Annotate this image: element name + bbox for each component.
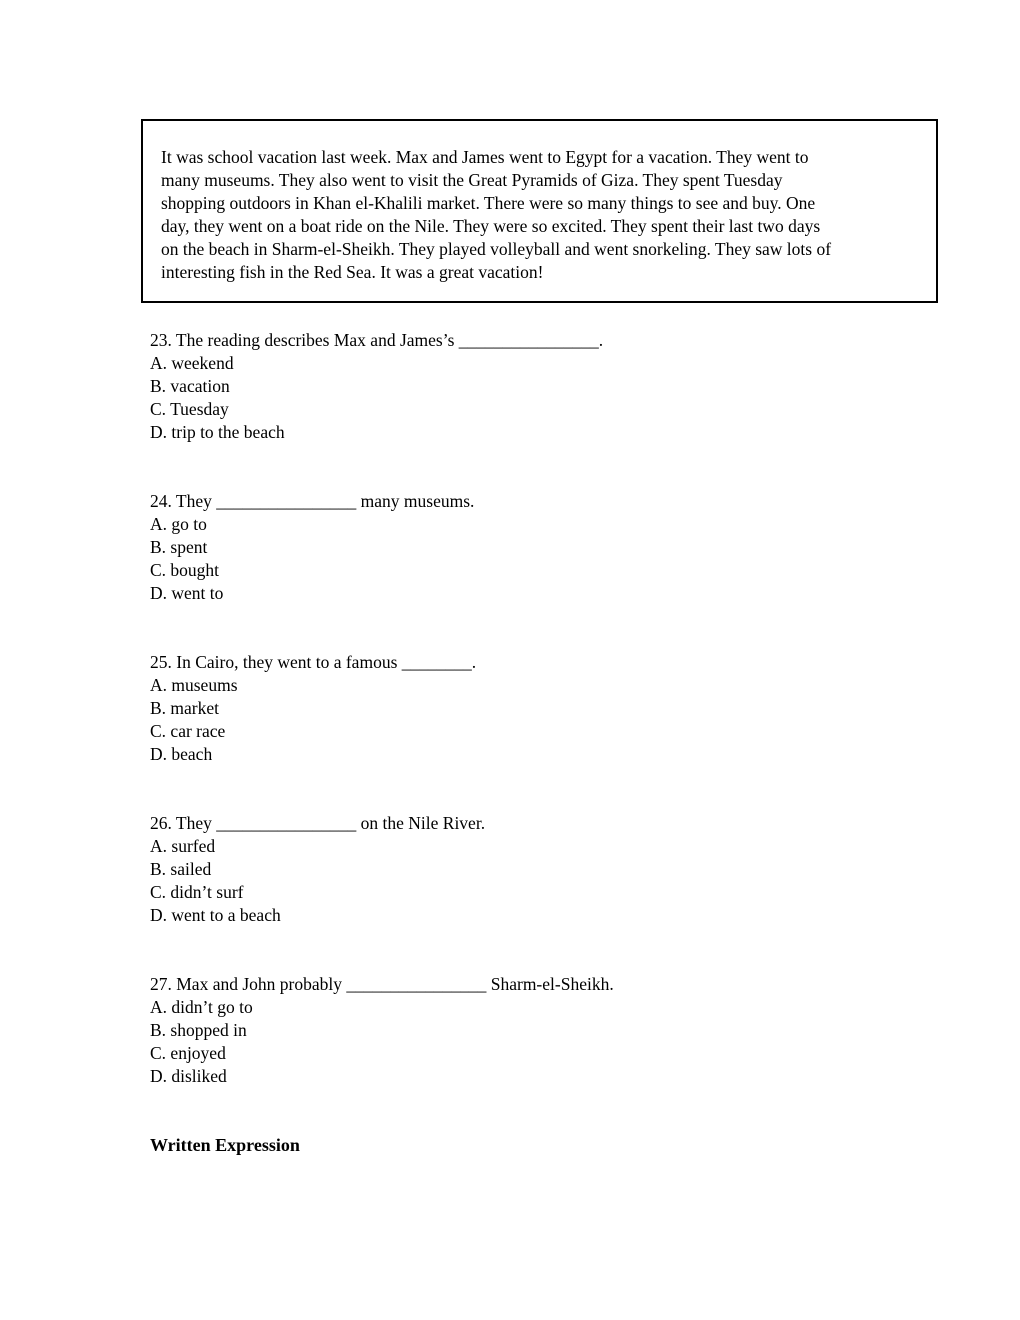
question-option-b: B. vacation <box>150 376 230 396</box>
question-27 <box>150 973 960 1088</box>
question-text: 27. Max and John probably ________________ Sharm-el-Sheikh. <box>150 974 614 994</box>
question-text: 24. They ________________ many museums. <box>150 491 475 511</box>
question-24 <box>150 490 960 605</box>
question-text: 25. In Cairo, they went to a famous ________. <box>150 652 477 672</box>
passage-line: interesting fish in the Red Sea. It was a great vacation! <box>161 262 544 282</box>
question-option-b: B. market <box>150 698 220 718</box>
written-expression-heading: Written Expression <box>150 1135 300 1155</box>
question-option-d: D. beach <box>150 744 213 764</box>
question-option-a: A. weekend <box>150 353 234 373</box>
question-option-d: D. went to <box>150 583 224 603</box>
question-option-d: D. went to a beach <box>150 905 281 925</box>
question-option-b: B. sailed <box>150 859 212 879</box>
question-text: 26. They ________________ on the Nile River. <box>150 813 486 833</box>
question-list <box>150 329 960 1157</box>
passage-line: day, they went on a boat ride on the Nile. They were so excited. They spent their last two days <box>161 216 821 236</box>
question-option-b: B. spent <box>150 537 208 557</box>
question-23 <box>150 329 960 444</box>
reading-passage-box <box>141 119 938 303</box>
question-option-d: D. trip to the beach <box>150 422 285 442</box>
question-option-c: C. bought <box>150 560 220 580</box>
passage-line: on the beach in Sharm-el-Sheikh. They played volleyball and went snorkeling. They saw lots of <box>161 239 832 259</box>
passage-line: many museums. They also went to visit the Great Pyramids of Giza. They spent Tuesday <box>161 170 783 190</box>
question-option-a: A. didn’t go to <box>150 997 253 1017</box>
question-option-c: C. didn’t surf <box>150 882 244 902</box>
question-option-d: D. disliked <box>150 1066 227 1086</box>
question-26 <box>150 812 960 927</box>
question-25 <box>150 651 960 766</box>
question-text: 23. The reading describes Max and James’s ________________. <box>150 330 604 350</box>
question-option-c: C. car race <box>150 721 226 741</box>
passage-line: It was school vacation last week. Max and James went to Egypt for a vacation. They went to <box>161 147 809 167</box>
question-option-a: A. museums <box>150 675 238 695</box>
question-option-a: A. go to <box>150 514 207 534</box>
question-option-c: C. enjoyed <box>150 1043 226 1063</box>
question-option-b: B. shopped in <box>150 1020 247 1040</box>
question-option-a: A. surfed <box>150 836 216 856</box>
question-option-c: C. Tuesday <box>150 399 229 419</box>
passage-line: shopping outdoors in Khan el-Khalili market. There were so many things to see and buy. One <box>161 193 816 213</box>
